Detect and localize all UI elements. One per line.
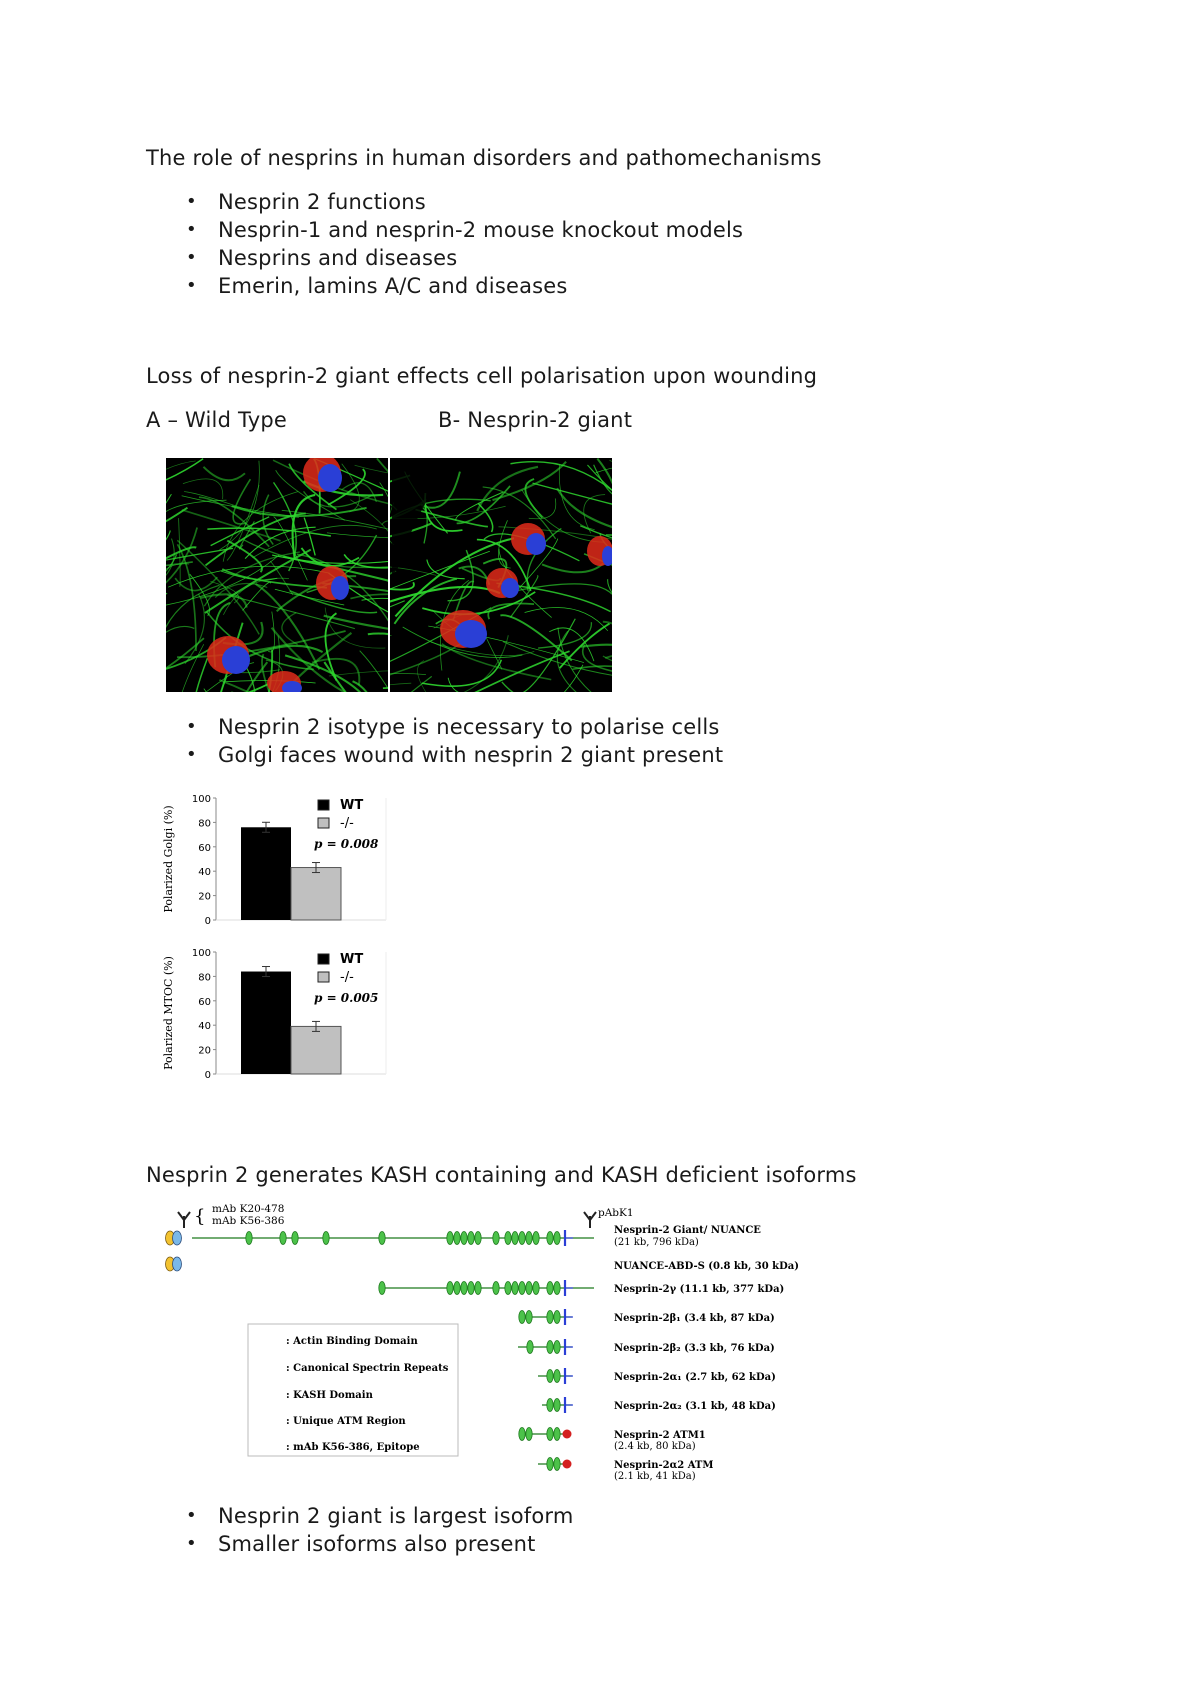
spectrin-repeat-mark (461, 1232, 467, 1245)
panel-label-a: A – Wild Type (146, 408, 288, 432)
spectrin-repeat-mark (526, 1428, 532, 1441)
spectrin-repeat-mark (505, 1232, 511, 1245)
panel-label-b: B- Nesprin-2 giant (438, 408, 633, 432)
bullet-list-3 (146, 1502, 574, 1558)
y-tick-label: 20 (198, 891, 211, 903)
spectrin-repeat-mark (512, 1232, 518, 1245)
brace-mark: { (194, 1206, 206, 1227)
legend-swatch (318, 972, 329, 982)
spectrin-repeat-mark (379, 1282, 385, 1295)
nucleus-mark (501, 578, 519, 598)
legend-item: : Canonical Spectrin Repeats (286, 1363, 449, 1374)
spectrin-repeat-mark (547, 1282, 553, 1295)
y-axis-label: Polarized Golgi (%) (162, 805, 175, 913)
spectrin-repeat-mark (526, 1232, 532, 1245)
spectrin-repeat-mark (454, 1232, 460, 1245)
list-item: • Emerin, lamins A/C and diseases (146, 272, 743, 300)
legend-swatch (318, 954, 329, 964)
spectrin-repeat-mark (475, 1232, 481, 1245)
y-tick-label: 40 (198, 1021, 211, 1033)
spectrin-repeat-mark (547, 1232, 553, 1245)
isoform-label: Nesprin-2α₁ (2.7 kb, 62 kDa) (614, 1372, 776, 1383)
spectrin-repeat-mark (554, 1370, 560, 1383)
spectrin-repeat-mark (246, 1232, 252, 1245)
spectrin-repeat-mark (554, 1282, 560, 1295)
bar-chart-golgi (158, 790, 398, 930)
legend-item: : KASH Domain (286, 1390, 373, 1401)
p-value-annotation: p = 0.005 (314, 991, 379, 1005)
antibody-icon (178, 1212, 190, 1228)
spectrin-repeat-mark (519, 1311, 525, 1324)
isoform-label: Nesprin-2β₂ (3.3 kb, 76 kDa) (614, 1343, 775, 1354)
y-tick-label: 60 (198, 842, 211, 854)
isoform-diagram (162, 1200, 802, 1490)
y-tick-label: 80 (198, 818, 211, 830)
spectrin-repeat-mark (519, 1232, 525, 1245)
isoform-label: Nesprin-2 Giant/ NUANCE (614, 1225, 761, 1236)
spectrin-repeat-mark (554, 1399, 560, 1412)
spectrin-repeat-mark (547, 1370, 553, 1383)
spectrin-repeat-mark (554, 1428, 560, 1441)
spectrin-repeat-mark (454, 1282, 460, 1295)
nucleus-mark (318, 464, 342, 492)
antibody-label-pabk1: pAbK1 (598, 1207, 634, 1219)
spectrin-repeat-mark (554, 1232, 560, 1245)
antibody-icon (584, 1212, 596, 1228)
spectrin-repeat-mark (447, 1232, 453, 1245)
nucleus-mark (331, 576, 349, 600)
spectrin-repeat-mark (519, 1282, 525, 1295)
y-tick-label: 0 (204, 1070, 211, 1081)
list-item: • Golgi faces wound with nesprin 2 giant present (146, 741, 723, 769)
isoform-label: Nesprin-2β₁ (3.4 kb, 87 kDa) (614, 1313, 775, 1324)
spectrin-repeat-mark (447, 1282, 453, 1295)
isoform-label: Nesprin-2α2 ATM (614, 1460, 714, 1471)
p-value-annotation: p = 0.008 (314, 837, 379, 851)
spectrin-repeat-mark (379, 1232, 385, 1245)
y-tick-label: 60 (198, 996, 211, 1008)
spectrin-repeat-mark (554, 1311, 560, 1324)
legend-item: : mAb K56-386, Epitope (286, 1442, 420, 1453)
nucleus-mark (526, 533, 546, 555)
nucleus-mark (222, 646, 250, 674)
legend-label: WT (340, 798, 364, 813)
legend-swatch (318, 818, 329, 828)
legend-label: -/- (340, 970, 354, 985)
bullet-list-1 (146, 188, 743, 300)
legend-swatch (318, 800, 329, 810)
legend-label: -/- (340, 816, 354, 831)
spectrin-repeat-mark (505, 1282, 511, 1295)
spectrin-repeat-mark (554, 1458, 560, 1471)
spectrin-repeat-mark (512, 1282, 518, 1295)
list-item: • Nesprin-1 and nesprin-2 mouse knockout models (146, 216, 743, 244)
isoform-label: (21 kb, 796 kDa) (614, 1237, 699, 1248)
list-item: • Nesprins and diseases (146, 244, 743, 272)
spectrin-repeat-mark (468, 1232, 474, 1245)
spectrin-repeat-mark (468, 1282, 474, 1295)
legend-item: : Actin Binding Domain (286, 1336, 418, 1347)
antibody-label: mAb K56-386 (212, 1215, 285, 1227)
atm-region-mark (563, 1430, 572, 1439)
isoform-label: NUANCE-ABD-S (0.8 kb, 30 kDa) (614, 1261, 799, 1272)
spectrin-repeat-mark (547, 1311, 553, 1324)
bar-wild-type (241, 827, 291, 920)
bullet-list-2 (146, 713, 723, 769)
spectrin-repeat-mark (526, 1282, 532, 1295)
isoform-label: Nesprin-2 ATM1 (614, 1430, 706, 1441)
y-tick-label: 20 (198, 1045, 211, 1057)
spectrin-repeat-mark (533, 1282, 539, 1295)
spectrin-repeat-mark (554, 1341, 560, 1354)
y-tick-label: 80 (198, 972, 211, 984)
y-tick-label: 40 (198, 867, 211, 879)
list-item: • Nesprin 2 giant is largest isoform (146, 1502, 574, 1530)
bar-wild-type (241, 972, 291, 1074)
legend-item: : Unique ATM Region (286, 1416, 406, 1427)
atm-region-mark (563, 1460, 572, 1469)
spectrin-repeat-mark (547, 1399, 553, 1412)
bar-chart-mtoc (158, 944, 398, 1084)
spectrin-repeat-mark (292, 1232, 298, 1245)
section-title-2: Loss of nesprin-2 giant effects cell polarisation upon wounding (146, 364, 818, 388)
spectrin-repeat-mark (519, 1428, 525, 1441)
spectrin-repeat-mark (527, 1341, 533, 1354)
spectrin-repeat-mark (323, 1232, 329, 1245)
legend-label: WT (340, 952, 364, 967)
spectrin-repeat-mark (475, 1282, 481, 1295)
spectrin-repeat-mark (493, 1282, 499, 1295)
spectrin-repeat-mark (493, 1232, 499, 1245)
list-item: • Nesprin 2 isotype is necessary to polarise cells (146, 713, 723, 741)
bar-knockout (291, 1026, 341, 1074)
spectrin-repeat-mark (547, 1428, 553, 1441)
list-item: • Smaller isoforms also present (146, 1530, 574, 1558)
antibody-label: mAb K20-478 (212, 1203, 285, 1215)
spectrin-repeat-mark (280, 1232, 286, 1245)
y-tick-label: 100 (191, 948, 211, 959)
spectrin-repeat-mark (461, 1282, 467, 1295)
bar-knockout (291, 868, 341, 920)
isoform-label: (2.4 kb, 80 kDa) (614, 1441, 696, 1452)
spectrin-repeat-mark (526, 1311, 532, 1324)
y-tick-label: 100 (191, 794, 211, 805)
y-axis-label: Polarized MTOC (%) (162, 956, 175, 1070)
section-title-3: Nesprin 2 generates KASH containing and KASH deficient isoforms (146, 1163, 857, 1187)
spectrin-repeat-mark (547, 1458, 553, 1471)
spectrin-repeat-mark (533, 1232, 539, 1245)
microscopy-image (166, 458, 612, 692)
isoform-label: Nesprin-2α₂ (3.1 kb, 48 kDa) (614, 1401, 776, 1412)
isoform-label: (2.1 kb, 41 kDa) (614, 1471, 696, 1482)
y-tick-label: 0 (204, 916, 211, 927)
list-item: • Nesprin 2 functions (146, 188, 743, 216)
nucleus-mark (455, 620, 487, 648)
isoform-label: Nesprin-2γ (11.1 kb, 377 kDa) (614, 1284, 785, 1295)
section-title-1: The role of nesprins in human disorders and pathomechanisms (146, 146, 822, 170)
spectrin-repeat-mark (547, 1341, 553, 1354)
